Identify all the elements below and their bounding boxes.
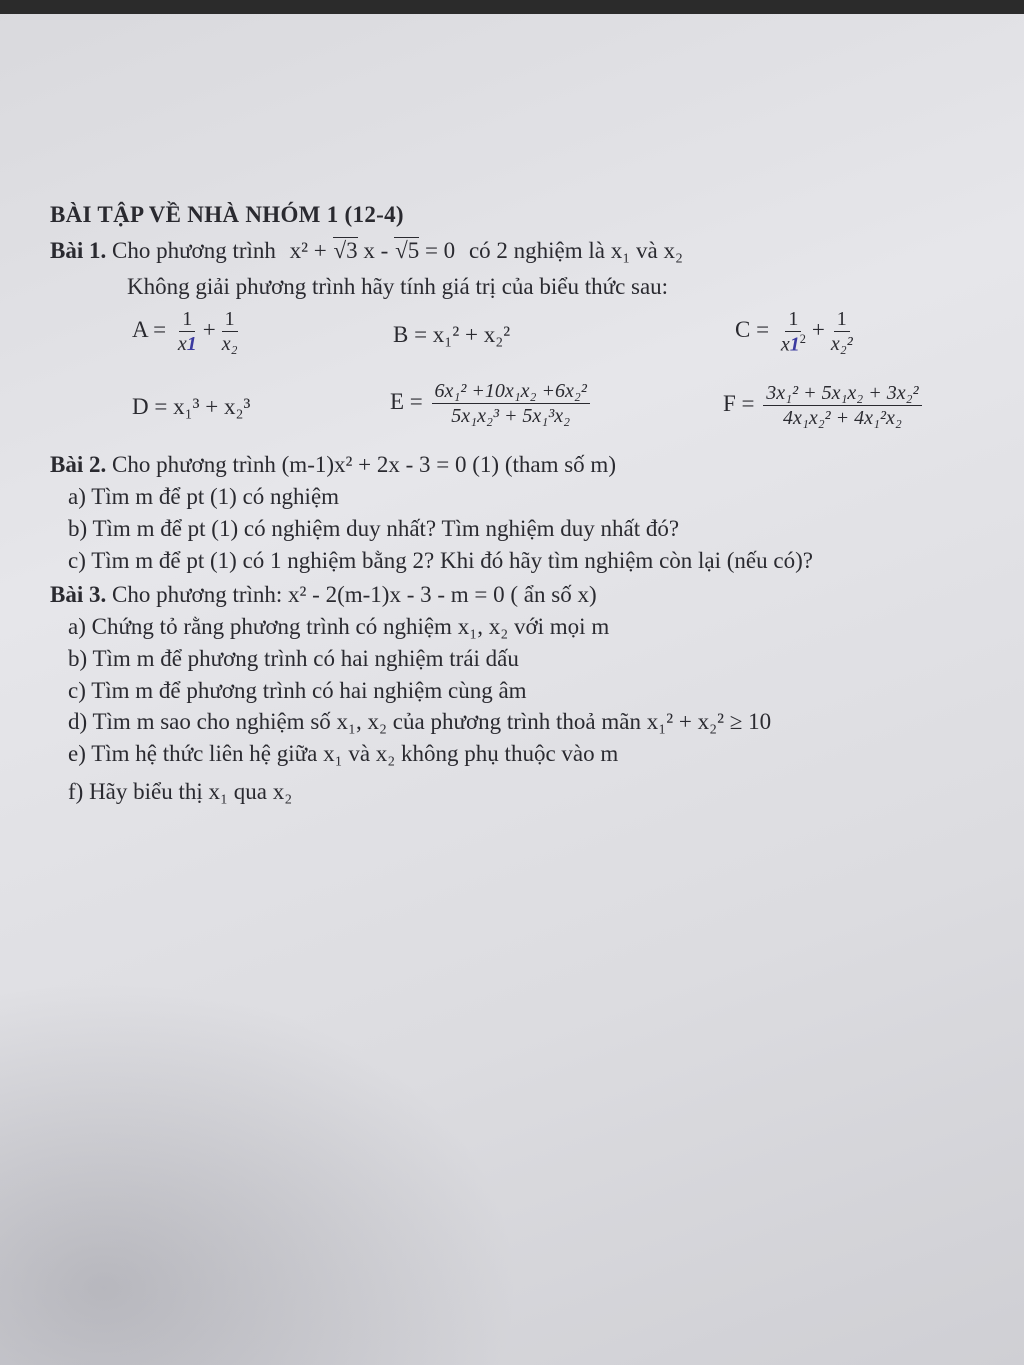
expr-d: D = x₁³ + x₂³ — [132, 394, 251, 419]
expr-a — [132, 308, 244, 355]
expr-a-lhs: A = — [132, 316, 167, 342]
expr-a-frac2 — [219, 308, 241, 355]
page-title: BÀI TẬP VỀ NHÀ NHÓM 1 (12-4) — [50, 202, 404, 227]
expr-c-den1: $x1^2$ — [780, 332, 806, 356]
expr-c-frac1 — [778, 308, 809, 356]
handwritten-subscript: 1 — [789, 333, 800, 356]
expr-f-num: 3x₁² + 5x₁x₂ + 3x₂² — [763, 382, 921, 406]
expr-e-lhs: E = — [390, 388, 423, 414]
expr-a-den2: x₂ — [221, 333, 238, 355]
bai3-label: Bài 3. — [50, 582, 107, 607]
bai2-text: Cho phương trình (m-1)x² + 2x - 3 = 0 (1) (tham số m) — [111, 452, 616, 477]
bai1-instruction: Không giải phương trình hãy tính giá trị của biểu thức sau: — [127, 274, 669, 299]
expr-a-plus: + — [202, 316, 216, 342]
bai3-item-b: b) Tìm m để phương trình có hai nghiệm trái dấu — [68, 646, 519, 671]
expr-c — [735, 308, 859, 356]
bai1-statement — [50, 238, 683, 264]
bai1-label: Bài 1. — [50, 238, 107, 263]
bai1-text-a: Cho phương trình — [111, 238, 276, 263]
bai2-statement — [50, 452, 616, 478]
expr-a-frac1 — [175, 308, 200, 355]
bai3-item-c: c) Tìm m để phương trình có hai nghiệm cùng âm — [68, 678, 527, 703]
expr-a-num1: 1 — [179, 308, 195, 332]
expr-b: B = x₁² + x₂² — [393, 322, 511, 347]
expr-e-den: 5x₁x₂³ + 5x₁³x₂ — [451, 405, 571, 427]
expr-c-plus: + — [811, 317, 825, 343]
bai1-text-b: có 2 nghiệm là x₁ và x₂ — [468, 238, 683, 263]
bai3-item-d: d) Tìm m sao cho nghiệm số x₁, x₂ của phương trình thoả mãn x₁² + x₂² ≥ 10 — [68, 709, 772, 734]
expr-e-num: 6x₁² +10x₁x₂ +6x₂² — [432, 380, 590, 404]
expr-f-den: 4x₁x₂² + 4x₁²x₂ — [783, 407, 902, 429]
bai3-statement — [50, 582, 597, 608]
expr-a-num2: 1 — [222, 308, 238, 332]
bai3-item-e: e) Tìm hệ thức liên hệ giữa x₁ và x₂ không phụ thuộc vào m — [68, 741, 619, 766]
expr-c-num2: 1 — [834, 308, 850, 332]
bai3-item-f: f) Hãy biểu thị x₁ qua x₂ — [68, 779, 293, 804]
expr-c-frac2 — [828, 308, 856, 355]
expr-f-lhs: F = — [723, 390, 755, 416]
bai2-item-c: c) Tìm m để pt (1) có 1 nghiệm bằng 2? Khi đó hãy tìm nghiệm còn lại (nếu có)? — [68, 548, 813, 573]
expr-c-den2: x₂² — [830, 333, 853, 356]
expr-c-num1: 1 — [785, 308, 801, 332]
bai2-label: Bài 2. — [50, 452, 107, 477]
bai1-eq-a: x² + — [289, 238, 327, 263]
expr-c-lhs: C = — [735, 317, 770, 343]
handwritten-subscript: 1 — [186, 333, 197, 355]
bai1-eq-b: x - — [363, 238, 389, 263]
bai1-eq-root3: √3 — [333, 238, 358, 263]
bai3-text: Cho phương trình: x² - 2(m-1)x - 3 - m = 0 ( ẩn số x) — [111, 582, 597, 607]
expr-f-frac — [763, 382, 921, 429]
bai1-eq-c: = 0 — [424, 238, 456, 263]
bai1-eq-root5: √5 — [395, 238, 420, 263]
bai2-item-a: a) Tìm m để pt (1) có nghiệm — [68, 484, 340, 509]
bai3-item-a: a) Chứng tỏ rằng phương trình có nghiệm x₁, x₂ với mọi m — [68, 614, 610, 639]
expr-a-den1: x1 — [177, 333, 197, 355]
bai2-item-b: b) Tìm m để pt (1) có nghiệm duy nhất? Tìm nghiệm duy nhất đó? — [68, 516, 680, 541]
expr-f — [723, 382, 925, 429]
expr-e-frac — [432, 380, 590, 427]
expr-e — [390, 380, 593, 427]
